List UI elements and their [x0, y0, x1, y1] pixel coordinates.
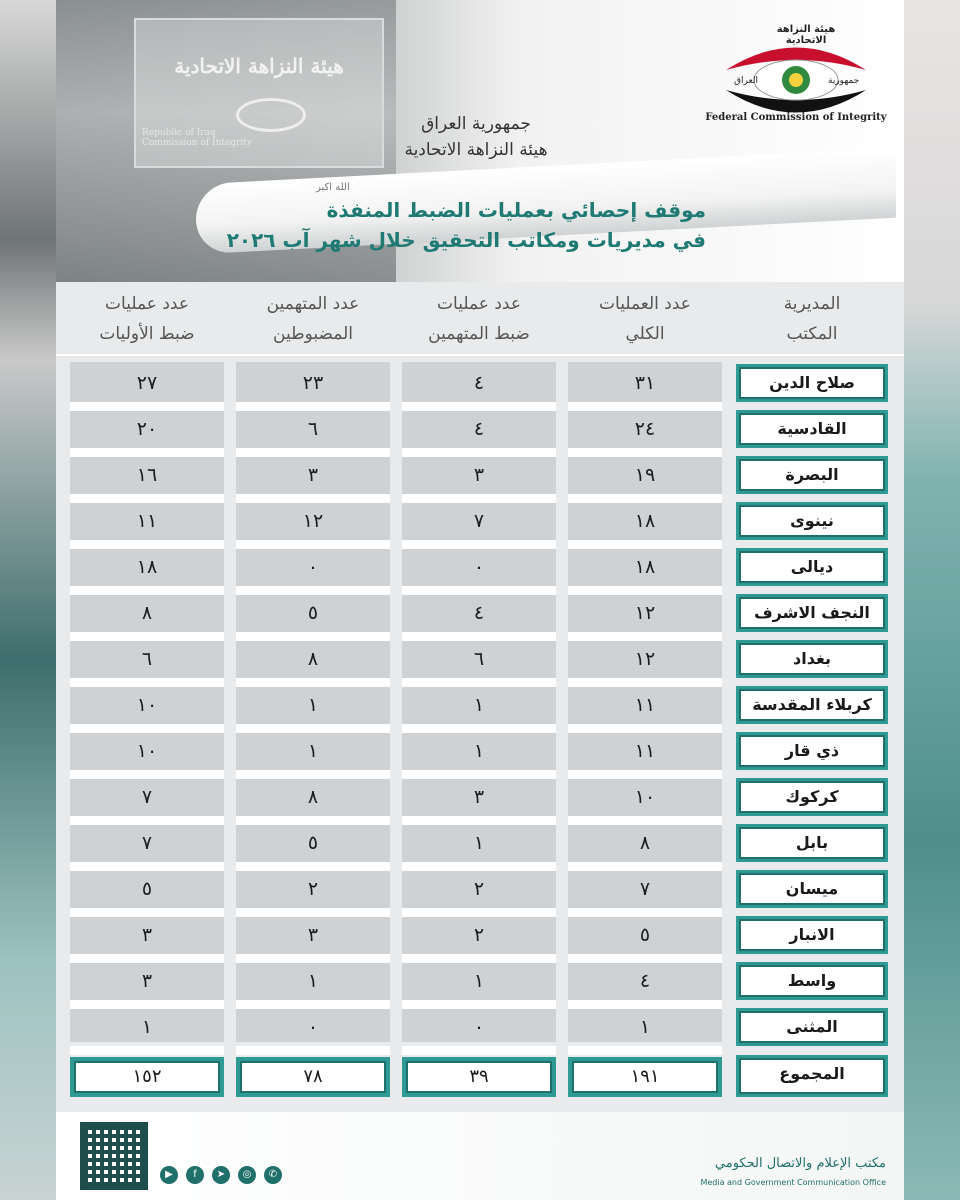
cell-accused: ٠: [307, 1016, 319, 1038]
cell-accused: ٣: [307, 464, 319, 486]
header-directorate: المديرية المكتب: [783, 294, 841, 344]
directorate-name: ديالى: [739, 551, 885, 583]
cell-accused: ١٢: [302, 510, 324, 532]
cell-initial-ops: ٣: [141, 924, 153, 946]
total-accused: ٧٨: [240, 1061, 386, 1093]
row-separator: [236, 678, 390, 687]
cell-total-ops: ١١: [634, 740, 656, 762]
row-separator: [70, 494, 224, 503]
row-separator: [70, 1000, 224, 1009]
building-sign-ar: هيئة النزاهة الاتحادية: [174, 54, 344, 78]
cell-total-ops: ١: [639, 1016, 651, 1038]
row-separator: [236, 1000, 390, 1009]
row-separator: [70, 448, 224, 457]
qr-code-icon[interactable]: [80, 1122, 148, 1190]
cell-arrest-ops: ٢: [473, 924, 485, 946]
directorate-name: كربلاء المقدسة: [739, 689, 885, 721]
header-initial-ops: عدد عمليات ضبط الأوليات: [99, 294, 195, 344]
cell-initial-ops: ٥: [141, 878, 153, 900]
cell-arrest-ops: ٣: [473, 786, 485, 808]
cell-total-ops: ١٩: [634, 464, 656, 486]
directorate-box: [736, 502, 888, 540]
row-separator: [70, 678, 224, 687]
row-separator: [236, 816, 390, 825]
row-separator: [236, 954, 390, 963]
cell-initial-ops: ١٦: [136, 464, 158, 486]
calligraphy-line2: هيئة النزاهة الاتحادية: [404, 139, 548, 160]
office-name-ar: مكتب الإعلام والاتصال الحكومي: [714, 1156, 886, 1171]
cell-arrest-ops: ١: [473, 740, 485, 762]
building-sign: [134, 18, 384, 168]
row-separator: [402, 954, 556, 963]
row-separator: [402, 1046, 556, 1055]
logo-right-word: جمهورية: [828, 76, 860, 86]
directorate-box: [736, 456, 888, 494]
cell-total-ops: ١١: [634, 694, 656, 716]
cell-arrest-ops: ٣: [473, 464, 485, 486]
row-separator: [402, 678, 556, 687]
calligraphy-line1: جمهورية العراق: [421, 114, 531, 134]
total-total-ops: ١٩١: [572, 1061, 718, 1093]
cell-arrest-ops: ١: [473, 970, 485, 992]
cell-initial-ops: ٨: [141, 602, 153, 624]
row-separator: [70, 908, 224, 917]
row-separator: [402, 586, 556, 595]
cell-accused: ٥: [307, 832, 319, 854]
row-separator: [568, 540, 722, 549]
cell-accused: ٢: [307, 878, 319, 900]
directorate-name: بغداد: [739, 643, 885, 675]
row-separator: [70, 1046, 224, 1055]
cell-initial-ops: ١٠: [136, 740, 158, 762]
calligraphy-heading: [386, 112, 566, 163]
row-separator: [568, 402, 722, 411]
directorate-box: [736, 870, 888, 908]
cell-arrest-ops: ٤: [473, 372, 485, 394]
row-separator: [568, 954, 722, 963]
cell-accused: ٦: [307, 418, 319, 440]
cell-total-ops: ١٢: [634, 648, 656, 670]
directorate-box: [736, 364, 888, 402]
directorate-name: واسط: [739, 965, 885, 997]
row-separator: [402, 540, 556, 549]
row-separator: [70, 632, 224, 641]
header-accused: عدد المتهمين المضبوطين: [266, 294, 360, 344]
total-label: المجموع: [739, 1058, 885, 1094]
cell-total-ops: ٨: [639, 832, 651, 854]
row-separator: [402, 632, 556, 641]
cell-initial-ops: ١٨: [136, 556, 158, 578]
directorate-box: [736, 640, 888, 678]
cell-accused: ١: [307, 970, 319, 992]
row-separator: [402, 770, 556, 779]
cell-initial-ops: ٦: [141, 648, 153, 670]
telegram-icon[interactable]: ➤: [212, 1166, 230, 1184]
row-separator: [568, 448, 722, 457]
row-separator: [70, 586, 224, 595]
row-separator: [236, 586, 390, 595]
allahu-akbar: الله اكبر: [316, 182, 350, 193]
directorate-box: [736, 916, 888, 954]
total-box-arrest: [402, 1057, 556, 1097]
directorate-name: بابل: [739, 827, 885, 859]
office-name-en: Media and Government Communication Office: [700, 1178, 886, 1187]
directorate-box: [736, 778, 888, 816]
row-separator: [568, 586, 722, 595]
directorate-box: [736, 594, 888, 632]
directorate-name: ميسان: [739, 873, 885, 905]
row-separator: [236, 770, 390, 779]
total-box-accused: [236, 1057, 390, 1097]
cell-accused: ١: [307, 740, 319, 762]
cell-initial-ops: ٢٧: [136, 372, 158, 394]
row-separator: [236, 448, 390, 457]
row-separator: [568, 494, 722, 503]
directorate-name: القادسية: [739, 413, 885, 445]
row-separator: [568, 1000, 722, 1009]
total-initial-ops: ١٥٢: [74, 1061, 220, 1093]
title-line1: موقف إحصائي بعمليات الضبط المنفذة: [326, 198, 706, 222]
background-right: [904, 0, 960, 1200]
eye-emblem-icon: [236, 98, 306, 132]
title-line2: في مديريات ومكاتب التحقيق خلال شهر آب ٢٠٢٦: [226, 228, 706, 252]
social-links: [160, 1166, 282, 1184]
youtube-icon[interactable]: ▶: [160, 1166, 178, 1184]
cell-arrest-ops: ٤: [473, 602, 485, 624]
building-sign-en: Republic of Iraq Commission of Integrity: [142, 128, 252, 148]
total-box-total: [568, 1057, 722, 1097]
cell-total-ops: ٣١: [634, 372, 656, 394]
header-total-ops: عدد العمليات الكلي: [599, 294, 691, 344]
cell-initial-ops: ٧: [141, 832, 153, 854]
cell-arrest-ops: ١: [473, 832, 485, 854]
row-separator: [568, 1046, 722, 1055]
row-separator: [236, 1046, 390, 1055]
statistics-table: [56, 282, 904, 1112]
directorate-name: ذي قار: [739, 735, 885, 767]
directorate-box: [736, 824, 888, 862]
directorate-box: [736, 548, 888, 586]
row-separator: [568, 724, 722, 733]
row-separator: [70, 724, 224, 733]
cell-accused: ٨: [307, 648, 319, 670]
row-separator: [70, 954, 224, 963]
row-separator: [236, 494, 390, 503]
cell-total-ops: ١٢: [634, 602, 656, 624]
directorate-box: [736, 1008, 888, 1046]
header-arrest-ops: عدد عمليات ضبط المتهمين: [428, 294, 530, 344]
row-separator: [70, 402, 224, 411]
directorate-name: صلاح الدين: [739, 367, 885, 399]
cell-total-ops: ١٠: [634, 786, 656, 808]
cell-total-ops: ٤: [639, 970, 651, 992]
cell-accused: ١: [307, 694, 319, 716]
footer: [56, 1112, 904, 1200]
cell-arrest-ops: ٠: [473, 1016, 485, 1038]
directorate-name: النجف الاشرف: [739, 597, 885, 629]
directorate-name: كركوك: [739, 781, 885, 813]
row-separator: [402, 402, 556, 411]
cell-total-ops: ١٨: [634, 556, 656, 578]
cell-accused: ٣: [307, 924, 319, 946]
infographic-card: [56, 0, 904, 1200]
directorate-box: [736, 686, 888, 724]
directorate-name: البصرة: [739, 459, 885, 491]
row-separator: [236, 908, 390, 917]
row-separator: [402, 724, 556, 733]
logo-left-word: العراق: [734, 76, 759, 86]
row-separator: [402, 494, 556, 503]
row-separator: [70, 862, 224, 871]
row-separator: [70, 540, 224, 549]
directorate-name: المثنى: [739, 1011, 885, 1043]
cell-accused: ٨: [307, 786, 319, 808]
row-separator: [402, 862, 556, 871]
cell-arrest-ops: ٢: [473, 878, 485, 900]
whatsapp-icon[interactable]: ✆: [264, 1166, 282, 1184]
row-separator: [568, 816, 722, 825]
total-arrest-ops: ٣٩: [406, 1061, 552, 1093]
header: [56, 0, 904, 282]
cell-initial-ops: ١: [141, 1016, 153, 1038]
cell-initial-ops: ٣: [141, 970, 153, 992]
instagram-icon[interactable]: ◎: [238, 1166, 256, 1184]
row-separator: [402, 816, 556, 825]
row-separator: [568, 678, 722, 687]
directorate-name: نينوى: [739, 505, 885, 537]
facebook-icon[interactable]: f: [186, 1166, 204, 1184]
directorate-name: الانبار: [739, 919, 885, 951]
row-separator: [236, 540, 390, 549]
directorate-box: [736, 732, 888, 770]
cell-arrest-ops: ٦: [473, 648, 485, 670]
cell-initial-ops: ٧: [141, 786, 153, 808]
total-label-box: [736, 1055, 888, 1097]
logo-english-text: Federal Commission of Integrity: [705, 112, 887, 123]
logo-arabic-text: هيئة النزاهة الاتحادية: [776, 24, 836, 46]
cell-arrest-ops: ٠: [473, 556, 485, 578]
row-separator: [236, 402, 390, 411]
cell-accused: ٥: [307, 602, 319, 624]
row-separator: [568, 770, 722, 779]
row-separator: [568, 862, 722, 871]
cell-total-ops: ١٨: [634, 510, 656, 532]
row-separator: [70, 816, 224, 825]
cell-total-ops: ٢٤: [634, 418, 656, 440]
row-separator: [402, 908, 556, 917]
row-separator: [70, 770, 224, 779]
cell-total-ops: ٥: [639, 924, 651, 946]
directorate-box: [736, 962, 888, 1000]
cell-total-ops: ٧: [639, 878, 651, 900]
cell-arrest-ops: ٧: [473, 510, 485, 532]
row-separator: [236, 632, 390, 641]
row-separator: [568, 908, 722, 917]
row-separator: [402, 1000, 556, 1009]
cell-arrest-ops: ٤: [473, 418, 485, 440]
row-separator: [402, 448, 556, 457]
cell-initial-ops: ١٠: [136, 694, 158, 716]
total-box-initial: [70, 1057, 224, 1097]
header-separator: [56, 354, 904, 356]
row-separator: [236, 862, 390, 871]
cell-initial-ops: ١١: [136, 510, 158, 532]
cell-initial-ops: ٢٠: [136, 418, 158, 440]
background-left: [0, 0, 56, 1200]
row-separator: [236, 724, 390, 733]
row-separator: [568, 632, 722, 641]
cell-accused: ٠: [307, 556, 319, 578]
cell-arrest-ops: ١: [473, 694, 485, 716]
directorate-box: [736, 410, 888, 448]
cell-accused: ٢٣: [302, 372, 324, 394]
